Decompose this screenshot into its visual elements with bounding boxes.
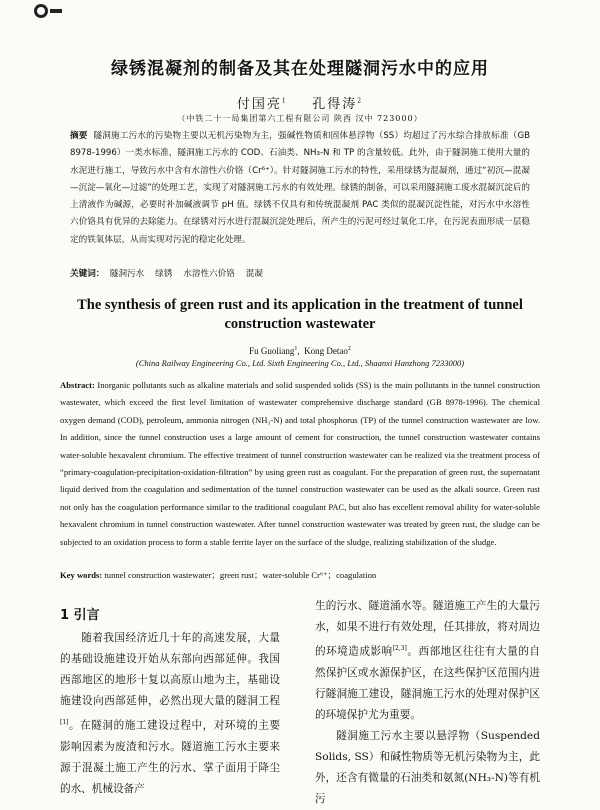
chinese-keywords-text: 隧洞污水 绿锈 水溶性六价铬 混凝 [109, 269, 263, 279]
body-col1-text: 随着我国经济近几十年的高速发展，大量的基础设施建设开始从东部向西部延伸。我国西部地区的地形十复以高原山地为主，基础设施建设向西部延伸，必然出现大量的隧洞工程 [60, 632, 280, 707]
body-col2-paragraph-1 [315, 596, 540, 726]
body-col2-text-b: 。西部地区往往有大量的自然保护区或水源保护区，在这些保护区范围内进行隧洞施工建设，隧洞施工污水的处理对保护区的环境保护尤为重要。 [315, 645, 541, 721]
chinese-affiliation: （中铁二十一局集团第六工程有限公司 陕西 汉中 723000） [177, 114, 423, 123]
chinese-author-1-sup: 1 [281, 97, 288, 105]
english-keywords-text: tunnel construction wastewater；green rust；water-soluble Cr⁶⁺；coagulation [104, 570, 377, 580]
body-column-left [60, 628, 280, 800]
english-abstract-label: Abstract: [60, 380, 95, 390]
chinese-author-1: 付国亮 [236, 97, 282, 112]
body-col1-citation: [1] [60, 719, 69, 726]
english-abstract [60, 377, 540, 551]
body-column-right [315, 596, 540, 810]
english-abstract-text: Inorganic pollutants such as alkaline materials and solid suspended solids (SS) is the main pollutants in the tunnel construction wastewater, which exceed the first level limitation of wastewater comprehensive discharge standard (GB 8978-1996). The chemical oxygen demand (COD), petroleum, ammonia nitrogen (NH₃-N) and total phosphorus (TP) of the tunnel construction wastewater are low. In addition, since the tunnel construction uses a large amount of cement for construction, the tunnel construction wastewater contains water-soluble hexavalent chromium. The effective treatment of tunnel construction wastewater can be realized via the treatment process of “primary-coagulation-precipitation-oxidation-filtration” by using green rust as coagulant. For the preparation of green rust, the supernatant liquid derived from the coagulation and sedimentation of the tunnel construction wastewater can be used as the alkali source. Green rust not only has the coagulation performance similar to the traditional coagulant PAC, but also has excellent removal ability for water-soluble hexavalent chromium in tunnel construction wastewater. After tunnel construction wastewater was treated by green rust, the sludge can be subjected to an oxidation process to form a stable ferrite layer on the surface of the sludge, realizing stabilization of the sludge. [60, 380, 540, 547]
chinese-keywords-label: 关键词： [70, 269, 105, 279]
chinese-author-2: 孔得涛 [312, 97, 358, 112]
english-author-separator: , [297, 346, 305, 356]
english-authors [0, 346, 600, 356]
english-author-1-sup: 1 [294, 346, 298, 352]
chinese-title: 绿锈混凝剂的制备及其在处理隧洞污水中的应用 [111, 59, 489, 79]
english-title: The synthesis of green rust and its application in the treatment of tunnel construction wastewater [77, 297, 523, 332]
body-col2-paragraph-2: 隧洞施工污水主要以悬浮物（Suspended Solids, SS）和碱性物质等无机污染物为主，此外，还含有微量的石油类和氨氮(NH₃-N)等有机污 [315, 729, 540, 805]
section-heading-introduction: 1 引言 [60, 608, 100, 623]
english-keywords-label: Key words: [60, 570, 103, 580]
chinese-author-2-sup: 2 [357, 97, 364, 105]
chinese-abstract [70, 128, 530, 249]
chinese-abstract-text: 隧洞施工污水的污染物主要以无机污染物为主，强碱性物质和固体悬浮物（SS）均超过了污水综合排放标准（GB 8978-1996）一类水标准，隧洞施工污水的 COD、石油类、NH₃-N 和 TP 的含量较低。此外，由于隧洞施工使用大量的水泥进行施工，导致污水中含有水溶性六价铬（Cr⁶⁺）。针对隧洞施工污水的特性，采用绿锈为混凝剂，通过“初沉—混凝—沉淀—氧化—过滤”的处理工艺，实现了对隧洞施工污水的有效处理。绿锈的制备，可以采用隧洞施工废水混凝沉淀后的上清液作为碱源，必要时补加碱液调节 pH 值。绿锈不仅具有和传统混凝剂 PAC 类似的混凝沉淀性能，对污水中水溶性六价铬具有优异的去除能力。在绿锈对污水进行混凝沉淀处理后，所产生的污泥可经过氧化工序，在污泥表面形成一层稳定的铁氧体层，从而实现对污泥的稳定化处理。 [70, 131, 530, 245]
english-affiliation: (China Railway Engineering Co., Ltd. Sixth Engineering Co., Ltd., Shaanxi Hanzhong 7233000) [135, 358, 465, 368]
english-keywords [60, 569, 540, 581]
chinese-authors [0, 93, 600, 112]
chinese-keywords [70, 267, 530, 279]
body-col1-tail: 。在隧洞的施工建设过程中，对环境的主要影响因素为废渣和污水。隧道施工污水主要来源于混凝土施工产生的污水、掌子面用于降尘的水、机械设备产 [60, 719, 280, 795]
english-author-2-sup: 2 [347, 346, 351, 352]
chinese-abstract-label: 摘要 [70, 131, 88, 141]
english-author-1: Fu Guoliang [249, 346, 295, 356]
body-col2-citation: [2,3] [392, 645, 407, 652]
body-col2-text-a: 生的污水、隧道涌水等。隧道施工产生的大量污水，如果不进行有效处理，任其排放，将对周边的环境造成影响 [315, 600, 540, 658]
english-author-2: Kong Detao [304, 346, 348, 356]
journal-logo-icon [34, 4, 48, 18]
journal-logo-bar [50, 9, 62, 13]
